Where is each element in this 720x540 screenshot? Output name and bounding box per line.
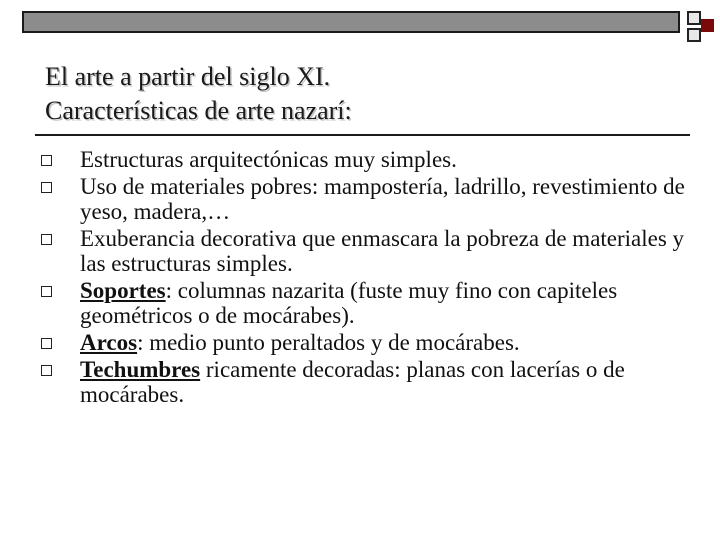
list-item [40,226,700,276]
title-line-2: Características de arte nazarí: [45,96,352,125]
list-item-term: Arcos [80,330,138,355]
list-item-text: : medio punto peraltados y de mocárabes. [137,330,520,355]
list-item [40,330,700,355]
list-item [40,147,700,172]
header-bar [22,11,680,33]
list-item-text: Estructuras arquitectónicas muy simples. [80,147,457,172]
list-item-text: : columnas nazarita (fuste muy fino con capiteles geométricos o de mocárabes). [80,278,618,328]
corner-decoration [684,11,714,43]
list-item [40,174,700,224]
corner-accent-square-icon [701,19,714,32]
list-item-text: Exuberancia decorativa que enmascara la pobreza de materiales y las estructuras simples. [80,226,685,276]
list-item [40,357,700,407]
list-item-term: Soportes [80,278,166,303]
hollow-square-bullet-icon [41,155,52,166]
corner-square-icon [687,28,701,42]
slide-title [45,60,685,128]
hollow-square-bullet-icon [41,338,52,349]
corner-square-icon [687,11,701,25]
hollow-square-bullet-icon [41,182,52,193]
hollow-square-bullet-icon [41,286,52,297]
title-divider [35,134,690,136]
list-item-text: Uso de materiales pobres: mampostería, ladrillo, revestimiento de yeso, madera,… [80,174,685,224]
hollow-square-bullet-icon [41,234,52,245]
list-item [40,278,700,328]
list-item-term: Techumbres [80,357,201,382]
bullet-list [40,147,700,409]
hollow-square-bullet-icon [41,365,52,376]
list-item-text: ricamente decoradas: planas con lacerías o de mocárabes. [80,357,625,407]
title-line-1: El arte a partir del siglo XI. [45,62,331,91]
